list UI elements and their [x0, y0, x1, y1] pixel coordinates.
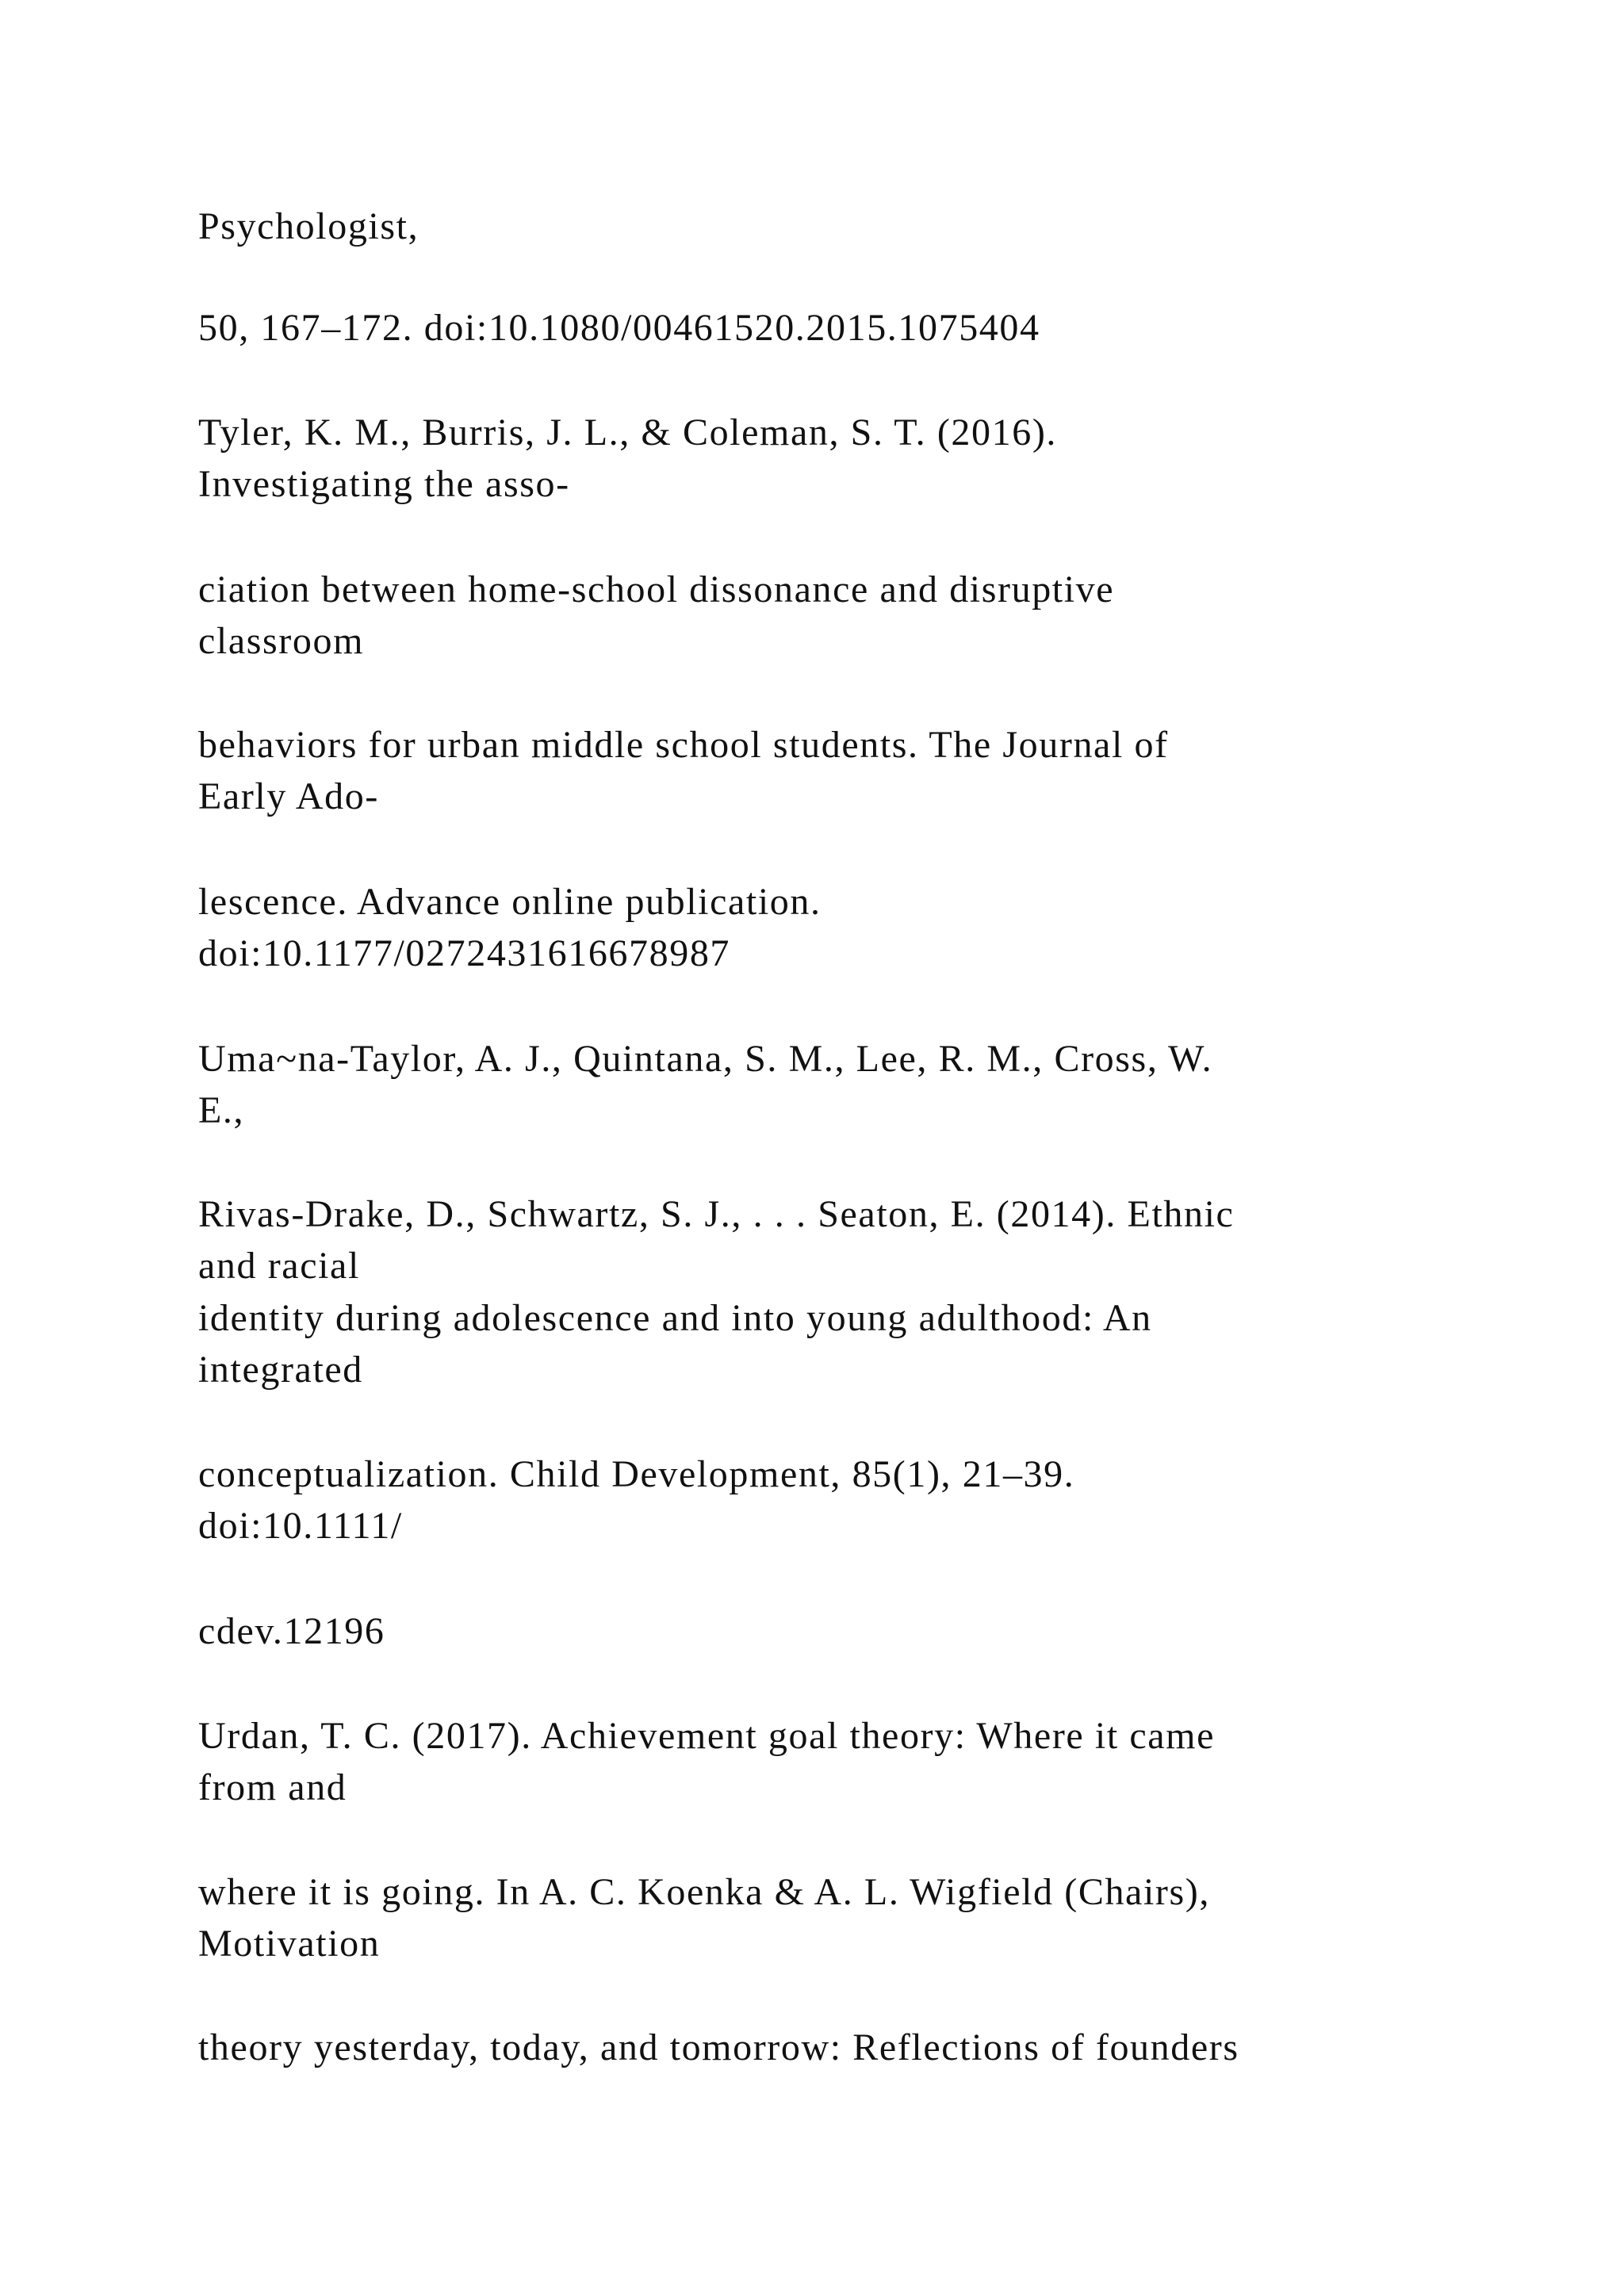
text-line: behaviors for urban middle school students. The Journal of — [198, 724, 1169, 766]
text-line: Motivation — [198, 1923, 381, 1965]
text-line: E., — [198, 1089, 245, 1131]
text-line: doi:10.1177/0272431616678987 — [198, 932, 731, 974]
text-line: Early Ado- — [198, 775, 379, 817]
text-line: 50, 167–172. doi:10.1080/00461520.2015.1075404 — [198, 307, 1040, 349]
text-line: Tyler, K. M., Burris, J. L., & Coleman, S. T. (2016). — [198, 411, 1058, 453]
text-line: identity during adolescence and into young adulthood: An — [198, 1297, 1152, 1339]
text-line: from and — [198, 1766, 347, 1808]
text-line: integrated — [198, 1349, 363, 1391]
text-line: classroom — [198, 620, 365, 662]
text-line: theory yesterday, today, and tomorrow: Reflections of founders — [198, 2026, 1239, 2068]
text-line: Psychologist, — [198, 205, 419, 247]
text-line: Uma~na-Taylor, A. J., Quintana, S. M., Lee, R. M., Cross, W. — [198, 1038, 1213, 1080]
text-line: Urdan, T. C. (2017). Achievement goal theory: Where it came — [198, 1715, 1216, 1757]
text-line: conceptualization. Child Development, 85(1), 21–39. — [198, 1453, 1075, 1495]
text-line: doi:10.1111/ — [198, 1505, 403, 1547]
text-line: cdev.12196 — [198, 1610, 385, 1652]
text-line: Investigating the asso- — [198, 463, 570, 505]
text-line: lescence. Advance online publication. — [198, 881, 822, 923]
text-line: and racial — [198, 1245, 360, 1287]
text-line: ciation between home-school dissonance and disruptive — [198, 568, 1115, 610]
text-line: Rivas-Drake, D., Schwartz, S. J., . . . Seaton, E. (2014). Ethnic — [198, 1193, 1235, 1235]
text-line: where it is going. In A. C. Koenka & A. L. Wigfield (Chairs), — [198, 1871, 1210, 1913]
